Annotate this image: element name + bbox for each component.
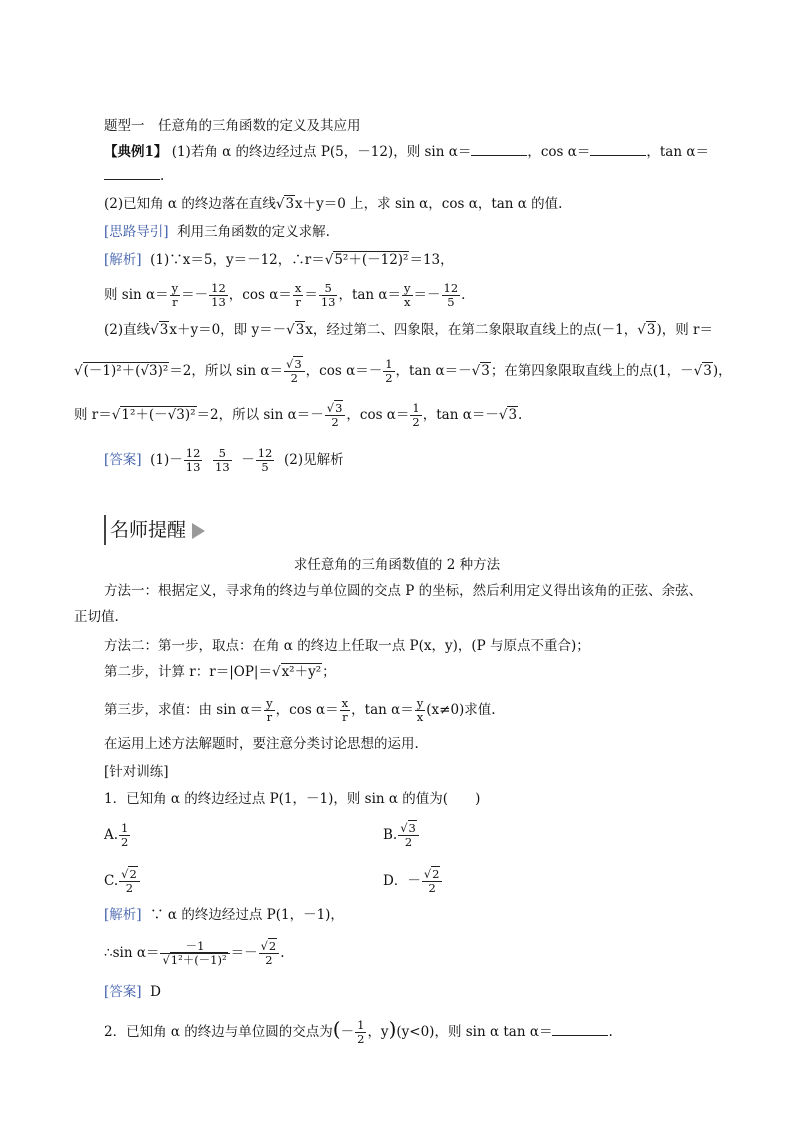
example-question-1: 【典例1】 (1)若角 α 的终边经过点 P(5，－12)，则 sin α＝ ，cos α＝ ，tan α＝ (104, 144, 709, 160)
training-question-2: 2．已知角 α 的终边与单位圆的交点为(－ $\frac{1}{2}$ ，y)(y<0)，则 sin α tan α＝ . (104, 1017, 613, 1046)
method-2: 方法二：第一步，取点：在角 α 的终边上任取一点 P(x，y)，(P 与原点不重合)； (104, 638, 590, 654)
training-solution-formula: ∴sin α＝ $\frac{-1}{\text{√1²＋(－1)²}}$ ＝－ $\frac{√2}{2}$ . (104, 939, 285, 967)
option-d: D．－ $\frac{√2}{2}$ (383, 868, 794, 895)
answer-blank (104, 167, 160, 180)
training-question-1: 1．已知角 α 的终边经过点 P(1，－1)，则 sin α 的值为( ) (104, 791, 481, 807)
solution-line-5: 则 r＝√1²＋(－√3)²＝2，所以 sin α＝－ $\frac{√3}{2}$ ，cos α＝ $\frac{1}{2}$ ，tan α＝－√3. (74, 401, 523, 429)
guide: [思路导引] 利用三角函数的定义求解. (104, 224, 330, 240)
method-1: 方法一：根据定义，寻求角的终边与单位圆的交点 P 的坐标，然后利用定义得出该角的正弦、余弦、 (104, 583, 703, 599)
solution-line-2: 则 sin α＝ $\frac{y}{r}$ ＝－ $\frac{12}{13}$ ，cos α＝ $\frac{x}{r}$ ＝ $\frac{5}{13}$ ，tan α＝ $\frac{y}{x}$ ＝－ $\frac{12}{5}$ . (104, 281, 466, 309)
answer-blank (590, 143, 646, 156)
training-tag: [针对训练] (104, 764, 169, 780)
example-question-2: (2)已知角 α 的终边落在直线√3x＋y＝0 上，求 sin α，cos α，tan α 的值. (104, 196, 563, 212)
option-a: A. $\frac{1}{2}$ (104, 821, 129, 849)
option-b: B. $\frac{√3}{2}$ (383, 822, 794, 849)
example-tag: 【典例1】 (104, 144, 168, 160)
answer-blank (552, 1023, 608, 1036)
tips-heading: 名师提醒 (104, 515, 205, 545)
answer-tag: [答案] (104, 984, 142, 1000)
method-2-step-2: 第二步，计算 r：r＝|OP|＝√x²＋y²； (104, 664, 336, 680)
option-c: C. $\frac{√2}{2}$ (104, 868, 794, 895)
solution-line-4: √(－1)²＋(√3)²＝2，所以 sin α＝ $\frac{√3}{2}$ ，cos α＝－ $\frac{1}{2}$ ，tan α＝－√3；在第四象限取直线上的点(1，－√3)， (74, 357, 732, 385)
method-note: 在运用上述方法解题时，要注意分类讨论思想的运用. (104, 736, 419, 752)
solution-line-3: (2)直线√3x＋y＝0，即 y＝－√3x，经过第二、四象限，在第二象限取直线上的点(－1，√3)，则 r＝ (104, 322, 713, 338)
answer-blank (471, 143, 527, 156)
answer-line: [答案] (1)－ $\frac{12}{13}$ $\frac{5}{13}$ － $\frac{12}{5}$ (2)见解析 (104, 446, 344, 474)
answer-tag: [答案] (104, 452, 142, 468)
section-title: 题型一 任意角的三角函数的定义及其应用 (104, 118, 361, 134)
example-question-1-cont: . (104, 166, 794, 186)
method-1-cont: 正切值. (74, 609, 119, 625)
solution-tag: [解析] (104, 252, 142, 268)
training-solution: [解析] ∵ α 的终边经过点 P(1，－1)， (104, 907, 344, 923)
solution-line-1: [解析] (1)∵x＝5，y＝－12，∴r＝√5²＋(－12)²＝13， (104, 252, 454, 268)
guide-tag: [思路导引] (104, 224, 169, 240)
triangle-icon (192, 523, 205, 539)
training-answer: [答案] D (104, 984, 161, 1000)
method-2-step-3: 第三步，求值：由 sin α＝ $\frac{y}{r}$ ，cos α＝ $\frac{x}{r}$ ，tan α＝ $\frac{y}{x}$ (x≠0)求值. (104, 696, 496, 724)
solution-tag: [解析] (104, 907, 142, 923)
tips-subtitle: 求任意角的三角函数值的 2 种方法 (293, 557, 501, 573)
